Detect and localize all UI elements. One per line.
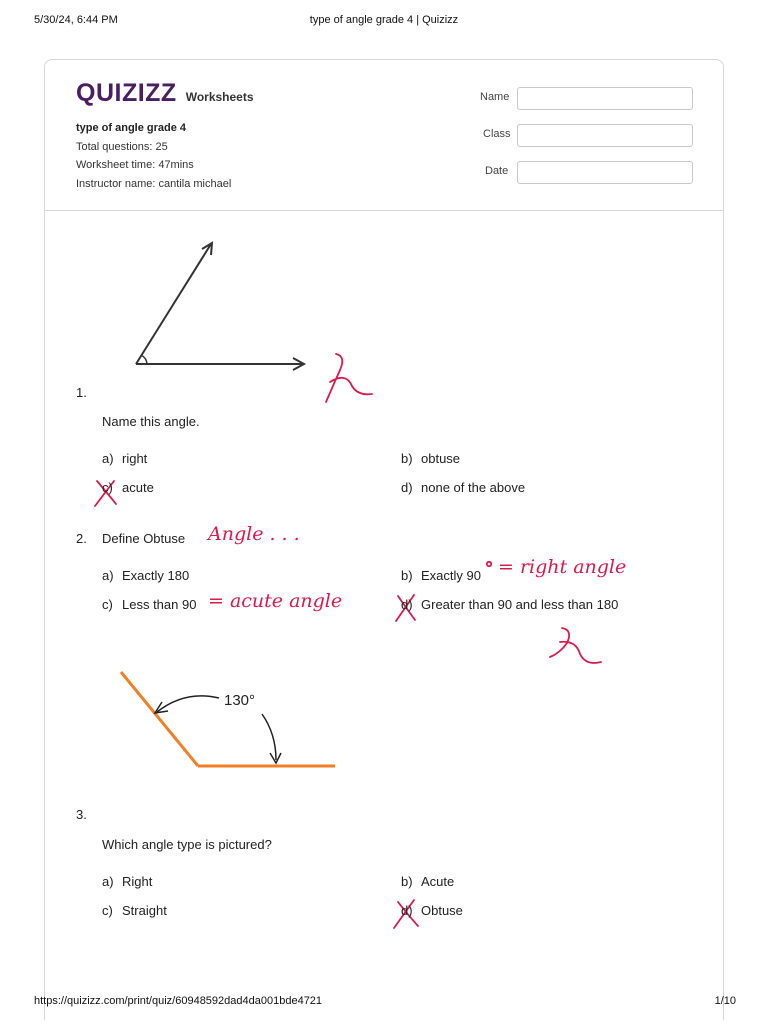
q1-option-c[interactable]: c) acute — [102, 480, 154, 495]
class-label: Class — [483, 128, 511, 140]
q1-option-a[interactable]: a) right — [102, 451, 148, 466]
brand-logo: QUIZIZZ — [76, 79, 177, 107]
print-url: https://quizizz.com/print/quiz/60948592dad4da001bde4721 — [34, 995, 323, 1007]
class-field[interactable] — [517, 124, 693, 147]
q3-angle-label: 130° — [224, 692, 256, 709]
q3-text: Which angle type is pictured? — [102, 837, 272, 852]
quizizz-logo — [76, 79, 254, 108]
q2-option-a[interactable]: a) Exactly 180 — [102, 568, 190, 583]
q2-c-handwritten-note: = acute angle — [208, 590, 343, 612]
date-label: Date — [485, 165, 509, 177]
q1-text: Name this angle. — [102, 414, 200, 429]
date-field[interactable] — [517, 161, 693, 184]
name-label: Name — [480, 91, 510, 103]
worksheet-time: Worksheet time: 47mins — [76, 159, 194, 171]
q3-option-a[interactable]: a) Right — [102, 874, 153, 889]
q2-option-d[interactable]: d) Greater than 90 and less than 180 — [401, 597, 619, 612]
page-number: 1/10 — [714, 995, 736, 1007]
name-field[interactable] — [517, 87, 693, 110]
total-questions: Total questions: 25 — [76, 140, 168, 153]
q1-number: 1. — [76, 385, 87, 400]
q2-option-c[interactable]: c) Less than 90 — [102, 597, 197, 612]
worksheet-meta — [76, 119, 231, 193]
print-title: type of angle grade 4 | Quizizz — [309, 14, 459, 26]
brand-product: Worksheets — [185, 90, 254, 104]
q2-number: 2. — [76, 531, 87, 546]
q3-option-c[interactable]: c) Straight — [102, 903, 167, 918]
worksheet-title: type of angle grade 4 — [76, 122, 187, 134]
q2-text: Define Obtuse — [102, 531, 186, 546]
class-field-row — [465, 124, 695, 146]
q2-option-b[interactable]: b) Exactly 90 — [401, 568, 481, 583]
q3-number: 3. — [76, 807, 87, 822]
q1-option-b[interactable]: b) obtuse — [401, 451, 461, 466]
name-field-row — [465, 87, 695, 109]
q3-option-b[interactable]: b) Acute — [401, 874, 455, 889]
q2-b-handwritten-note: = right angle — [498, 556, 627, 578]
worksheet-header — [45, 60, 723, 211]
q2-handwritten-note: Angle . . . — [208, 523, 300, 545]
q3-option-d[interactable]: d) Obtuse — [401, 903, 463, 918]
date-field-row — [465, 161, 695, 183]
instructor-name: Instructor name: cantila michael — [76, 177, 232, 190]
q1-option-d[interactable]: d) none of the above — [401, 480, 526, 495]
print-date: 5/30/24, 6:44 PM — [34, 14, 118, 26]
